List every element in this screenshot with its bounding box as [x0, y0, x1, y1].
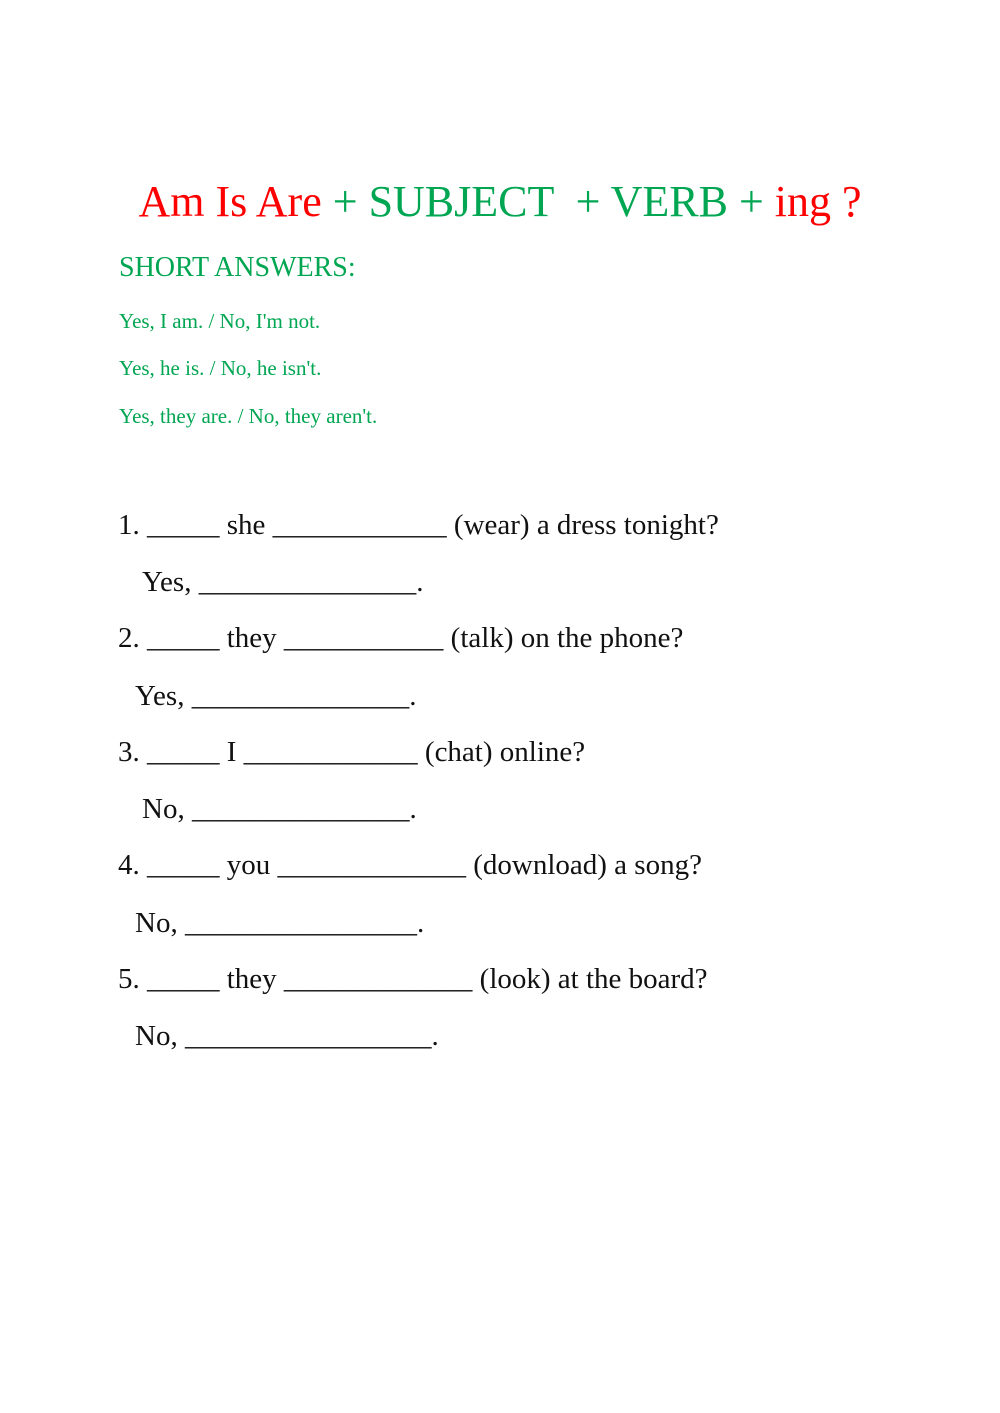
- exercise-answer-3: No, _______________.: [142, 793, 417, 825]
- short-answer-item: Yes, they are. / No, they aren't.: [119, 404, 378, 428]
- exercise-question-2: 2. _____ they ___________ (talk) on the phone?: [118, 622, 684, 654]
- short-answers-heading: SHORT ANSWERS:: [119, 252, 356, 283]
- exercise-answer-1: Yes, _______________.: [142, 566, 424, 598]
- exercise-answer-5: No, _________________.: [135, 1020, 439, 1052]
- title-subject-verb: + SUBJECT + VERB +: [321, 177, 775, 226]
- exercise-answer-4: No, ________________.: [135, 907, 425, 939]
- short-answer-item: Yes, he is. / No, he isn't.: [119, 356, 322, 380]
- exercise-question-5: 5. _____ they _____________ (look) at the board?: [118, 963, 708, 995]
- exercise-question-4: 4. _____ you _____________ (download) a song?: [118, 849, 702, 881]
- exercise-question-1: 1. _____ she ____________ (wear) a dress tonight?: [118, 509, 719, 541]
- title-ing: ing ?: [774, 177, 862, 226]
- worksheet-title: [0, 176, 1000, 228]
- exercise-question-3: 3. _____ I ____________ (chat) online?: [118, 736, 586, 768]
- title-am-is-are: Am Is Are: [138, 177, 322, 226]
- exercise-answer-2: Yes, _______________.: [135, 680, 417, 712]
- short-answer-item: Yes, I am. / No, I'm not.: [119, 309, 321, 333]
